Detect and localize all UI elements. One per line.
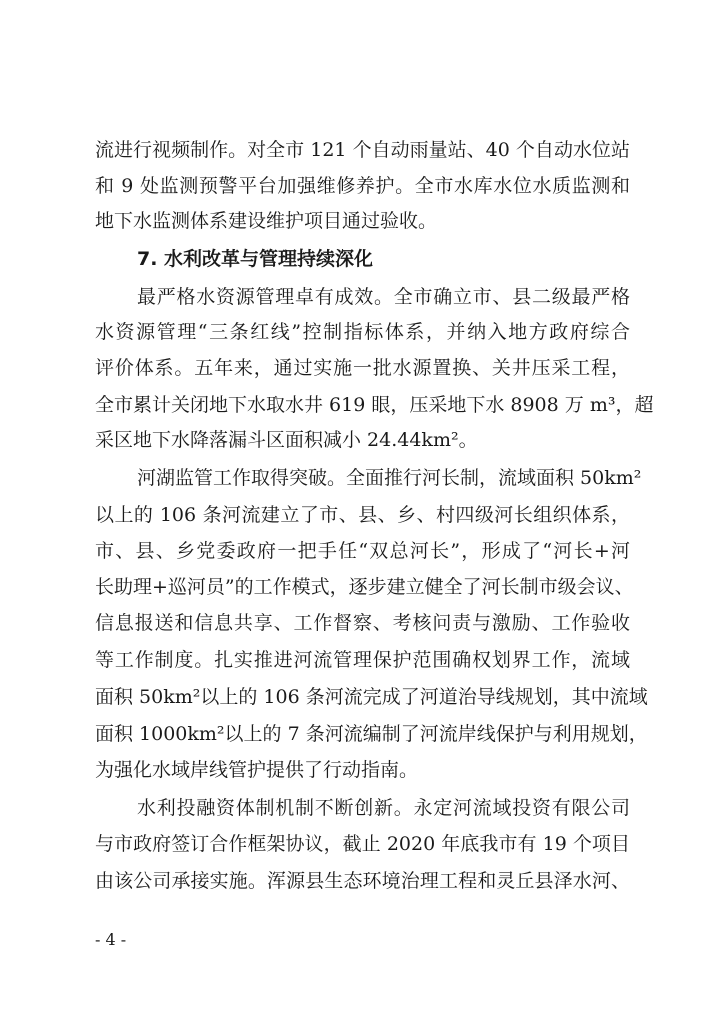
paragraph-line: 等工作制度。扎实推进河流管理保护范围确权划界工作，流域 <box>95 649 630 671</box>
paragraph-line: 面积 1000km²以上的 7 条河流编制了河流岸线保护与利用规划， <box>95 723 648 745</box>
paragraph-line: 和 9 处监测预警平台加强维修养护。全市水库水位水质监测和 <box>95 175 630 197</box>
paragraph-line: 由该公司承接实施。浑源县生态环境治理工程和灵丘县泽水河、 <box>95 870 630 892</box>
paragraph-line: 以上的 106 条河流建立了市、县、乡、村四级河长组织体系， <box>95 504 630 526</box>
paragraph-line: 为强化水域岸线管护提供了行动指南。 <box>95 759 419 781</box>
paragraph-line: 全市累计关闭地下水取水井 619 眼，压采地下水 8908 万 m³，超 <box>95 394 654 416</box>
section-heading: 7. 水利改革与管理持续深化 <box>137 248 374 270</box>
paragraph-line: 评价体系。五年来，通过实施一批水源置换、关井压采工程， <box>95 357 630 379</box>
paragraph-line: 水利投融资体制机制不断创新。永定河流域投资有限公司 <box>137 797 630 819</box>
paragraph-line: 信息报送和信息共享、工作督察、考核问责与激励、工作验收 <box>95 612 630 634</box>
paragraph-line: 水资源管理“三条红线”控制指标体系，并纳入地方政府综合 <box>95 321 630 343</box>
paragraph-line: 面积 50km²以上的 106 条河流完成了河道治导线规划，其中流域 <box>95 686 648 708</box>
paragraph-line: 市、县、乡党委政府一把手任“双总河长”，形成了“河长+河 <box>95 540 630 562</box>
paragraph-line: 地下水监测体系建设维护项目通过验收。 <box>95 210 438 232</box>
page-number: - 4 - <box>95 930 127 949</box>
paragraph-line: 与市政府签订合作框架协议，截止 2020 年底我市有 19 个项目 <box>95 833 630 855</box>
paragraph-line: 长助理+巡河员”的工作模式，逐步建立健全了河长制市级会议、 <box>95 576 634 598</box>
paragraph-line: 最严格水资源管理卓有成效。全市确立市、县二级最严格 <box>137 286 630 308</box>
paragraph-line: 采区地下水降落漏斗区面积减小 24.44km²。 <box>95 429 478 451</box>
paragraph-line: 河湖监管工作取得突破。全面推行河长制，流域面积 50km² <box>137 467 642 489</box>
paragraph-line: 流进行视频制作。对全市 121 个自动雨量站、40 个自动水位站 <box>95 139 630 161</box>
